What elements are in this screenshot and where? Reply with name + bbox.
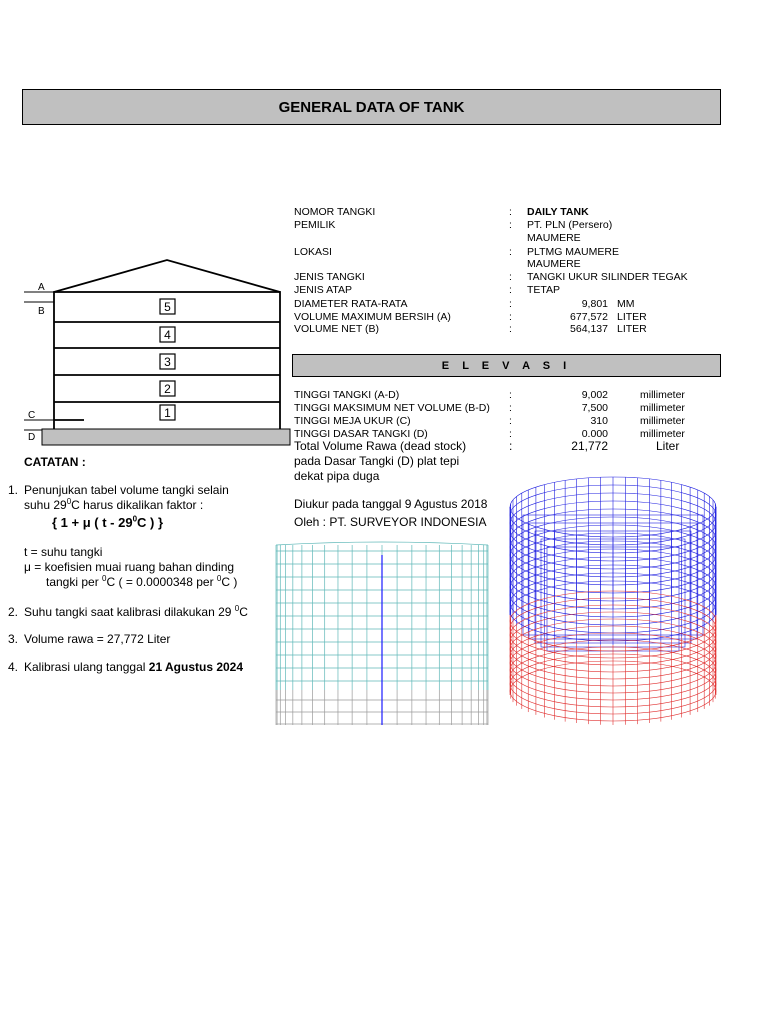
mu-definition-1: μ = koefisien muai ruang bahan dinding	[24, 560, 235, 574]
note-text: C ( = 0.0000348 per	[106, 575, 217, 589]
superscript: 0	[132, 514, 138, 524]
dead-stock-unit: Liter	[656, 439, 680, 453]
formula-text: { 1 + μ ( t - 29	[52, 515, 133, 530]
level-label: 2	[164, 382, 171, 396]
nomor-tangki-value: DAILY TANK	[527, 206, 589, 218]
diameter-label: DIAMETER RATA-RATA	[294, 298, 408, 310]
lokasi-value-1: PLTMG MAUMERE	[527, 246, 619, 258]
level-label: 4	[164, 328, 171, 342]
jenis-atap-label: JENIS ATAP	[294, 284, 352, 296]
wire-line	[276, 542, 488, 545]
level-label: 1	[164, 406, 171, 420]
colon: :	[509, 206, 512, 218]
note-2	[24, 605, 248, 620]
colon: :	[509, 271, 512, 283]
note-text: C	[239, 605, 248, 619]
elevasi-row-value: 7,500	[581, 402, 608, 414]
jenis-atap-value: TETAP	[527, 284, 561, 296]
note-number: 4.	[8, 660, 19, 674]
dead-stock-label-2: pada Dasar Tangki (D) plat tepi	[294, 454, 460, 468]
dead-stock-value: 21,772	[571, 439, 608, 453]
t-definition: t = suhu tangki	[24, 545, 103, 559]
tank-base	[42, 429, 290, 445]
colon: :	[509, 389, 512, 401]
note-text: suhu 29	[24, 498, 67, 512]
colon: :	[509, 323, 512, 335]
page-title: GENERAL DATA OF TANK	[278, 98, 465, 116]
diameter-value: 9,801	[581, 298, 608, 310]
colon: :	[509, 428, 512, 440]
vol-net-unit: LITER	[617, 323, 647, 335]
tank-diagram	[0, 250, 300, 450]
vol-net-value: 564,137	[570, 323, 608, 335]
superscript: 0	[216, 574, 222, 583]
note-4	[24, 660, 243, 675]
elevasi-row-label: TINGGI MEJA UKUR (C)	[294, 415, 411, 427]
level-label: 3	[164, 355, 171, 369]
tank-wireframe-3d	[505, 475, 730, 730]
note-text: tangki per	[46, 575, 103, 589]
elevasi-bar	[292, 354, 721, 377]
colon: :	[509, 415, 512, 427]
pemilik-value-1: PT. PLN (Persero)	[527, 219, 613, 231]
colon: :	[509, 439, 513, 453]
superscript: 0	[102, 574, 107, 583]
note-text: C )	[221, 575, 238, 589]
marker-a-label: A	[38, 282, 45, 293]
note-1-line-1: Penunjukan tabel volume tangki selain	[24, 483, 229, 497]
note-number: 3.	[8, 632, 19, 646]
nomor-tangki-label: NOMOR TANGKI	[294, 206, 376, 218]
notes-heading: CATATAN :	[24, 455, 86, 469]
elevasi-row-value: 0.000	[581, 428, 608, 440]
superscript: 0	[66, 497, 72, 506]
elevasi-row-label: TINGGI DASAR TANGKI (D)	[294, 428, 428, 440]
colon: :	[509, 311, 512, 323]
colon: :	[509, 402, 512, 414]
elevasi-row-label: TINGGI MAKSIMUM NET VOLUME (B-D)	[294, 402, 490, 414]
dead-stock-label-3: dekat pipa duga	[294, 469, 380, 483]
vol-max-label: VOLUME MAXIMUM BERSIH (A)	[294, 311, 451, 323]
formula-text: C ) }	[137, 515, 164, 530]
level-label: 5	[164, 300, 171, 314]
lokasi-value-2: MAUMERE	[527, 258, 581, 270]
elevasi-row-value: 310	[590, 415, 608, 427]
marker-d-label: D	[28, 432, 36, 443]
pemilik-label: PEMILIK	[294, 219, 336, 231]
note-number: 2.	[8, 605, 19, 619]
jenis-tangki-label: JENIS TANGKI	[294, 271, 365, 283]
colon: :	[509, 246, 512, 258]
elevasi-row-unit: millimeter	[640, 415, 685, 427]
pemilik-value-2: MAUMERE	[527, 232, 581, 244]
tank-wireframe-front	[270, 535, 495, 730]
vol-net-label: VOLUME NET (B)	[294, 323, 379, 335]
surveyor: Oleh : PT. SURVEYOR INDONESIA	[294, 515, 487, 529]
elevasi-title: E L E V A S I	[441, 359, 572, 372]
measured-date: Diukur pada tanggal 9 Agustus 2018	[294, 497, 488, 511]
elevasi-row-value: 9,002	[581, 389, 608, 401]
dead-stock-label-1: Total Volume Rawa (dead stock)	[294, 439, 467, 453]
note-1-line-2	[24, 498, 203, 513]
recalibration-date: 21 Agustus 2024	[148, 660, 244, 674]
superscript: 0	[234, 604, 240, 613]
tank-roof	[54, 260, 280, 292]
diameter-unit: MM	[617, 298, 635, 310]
elevasi-row-unit: millimeter	[640, 428, 685, 440]
marker-b-label: B	[38, 306, 45, 317]
jenis-tangki-value: TANGKI UKUR SILINDER TEGAK	[527, 271, 688, 283]
note-3: Volume rawa = 27,772 Liter	[24, 632, 171, 646]
elevasi-row-unit: millimeter	[640, 389, 685, 401]
note-text: Suhu tangki saat kalibrasi dilakukan 29	[24, 605, 235, 619]
formula	[52, 515, 163, 530]
note-text: C harus dikalikan faktor :	[71, 498, 204, 512]
marker-c-label: C	[28, 410, 36, 421]
title-bar	[22, 89, 721, 125]
note-number: 1.	[8, 483, 19, 497]
vol-max-unit: LITER	[617, 311, 647, 323]
mu-definition-2	[46, 575, 237, 590]
lokasi-label: LOKASI	[294, 246, 332, 258]
elevasi-row-label: TINGGI TANGKI (A-D)	[294, 389, 400, 401]
colon: :	[509, 298, 512, 310]
vol-max-value: 677,572	[570, 311, 608, 323]
elevasi-row-unit: millimeter	[640, 402, 685, 414]
colon: :	[509, 219, 512, 231]
note-text: Kalibrasi ulang tanggal	[24, 660, 149, 674]
colon: :	[509, 284, 512, 296]
